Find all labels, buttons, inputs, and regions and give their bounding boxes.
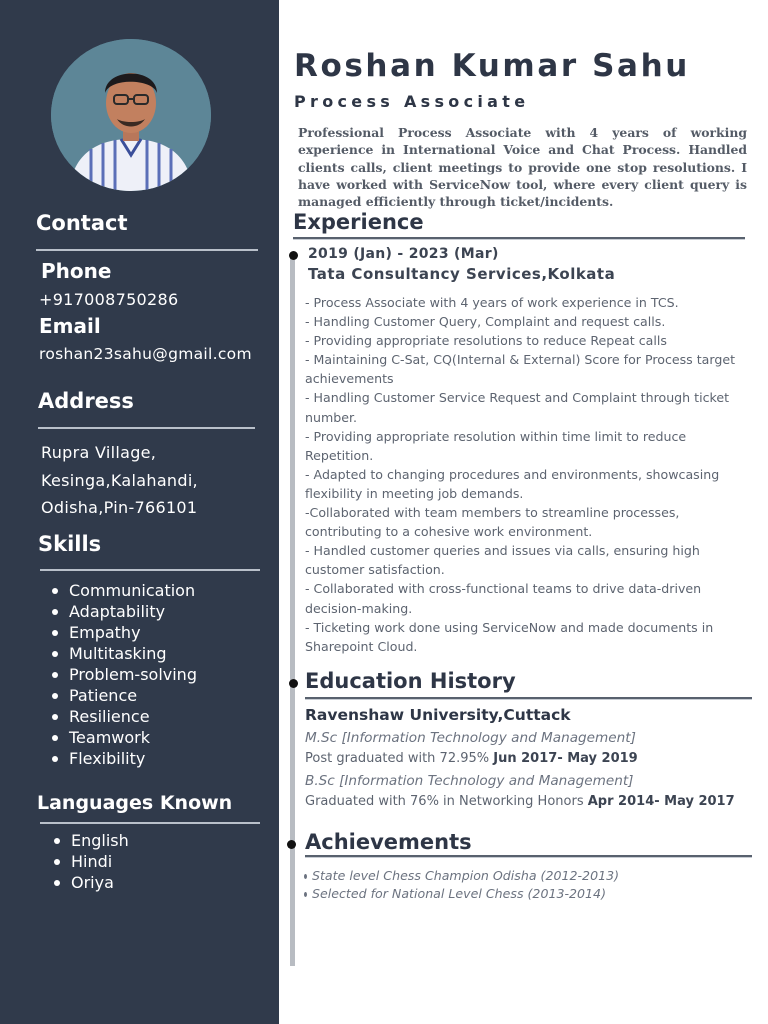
achievements-heading: Achievements xyxy=(305,830,472,854)
skill-item: Multitasking xyxy=(69,643,197,664)
email-address[interactable]: roshan23sahu@gmail.com xyxy=(39,345,252,363)
experience-item: - Maintaining C-Sat, CQ(Internal & External) Score for Process target achievements xyxy=(305,352,736,387)
skills-divider xyxy=(40,569,260,571)
achievement-item: State level Chess Champion Odisha (2012-2013) xyxy=(312,868,620,883)
experience-item: - Process Associate with 4 years of work experience in TCS. xyxy=(305,295,679,310)
candidate-name: Roshan Kumar Sahu xyxy=(294,48,690,84)
skill-item: Adaptability xyxy=(69,601,197,622)
email-heading: Email xyxy=(39,314,101,338)
skill-item: Flexibility xyxy=(69,748,197,769)
experience-period: 2019 (Jan) - 2023 (Mar) xyxy=(308,246,499,262)
achievement-item: Selected for National Level Chess (2013-2014) xyxy=(312,885,619,903)
experience-item: - Providing appropriate resolutions to reduce Repeat calls xyxy=(305,333,667,349)
degree-note xyxy=(305,794,735,809)
language-item: Hindi xyxy=(71,851,129,872)
experience-heading: Experience xyxy=(293,210,424,234)
experience-item: - Handled customer queries and issues via calls, ensuring high customer satisfaction. xyxy=(305,543,700,578)
experience-item: - Ticketing work done using ServiceNow and made documents in Sharepoint Cloud. xyxy=(305,619,714,654)
degree-title: B.Sc [Information Technology and Management] xyxy=(305,773,634,789)
profile-summary: Professional Process Associate with 4 years of working experience in International Voice and Chat Process. Handled clients calls, client meetings to provide one stop resolutions. I have worked with ServiceNow tool, where every client query is managed efficiently through ticket/incidents. xyxy=(298,125,747,210)
address-heading: Address xyxy=(38,389,134,413)
language-item: Oriya xyxy=(71,872,129,893)
experience-item: - Handling Customer Service Request and Complaint through ticket number. xyxy=(305,390,730,425)
languages-divider xyxy=(40,822,260,824)
degree-title: M.Sc [Information Technology and Management] xyxy=(305,730,636,746)
languages-list xyxy=(71,830,129,893)
skill-item: Empathy xyxy=(69,622,197,643)
address-block xyxy=(41,439,198,522)
skills-list xyxy=(69,580,197,769)
skill-item: Patience xyxy=(69,685,197,706)
education-heading: Education History xyxy=(305,669,516,693)
timeline-bar xyxy=(290,254,295,966)
degree-note-text: Post graduated with 72.95% xyxy=(305,751,490,766)
profile-photo xyxy=(51,39,211,191)
language-item: English xyxy=(71,831,129,850)
sidebar xyxy=(0,0,279,1024)
timeline-dot xyxy=(289,679,298,688)
experience-list xyxy=(305,293,755,656)
contact-divider xyxy=(36,249,258,251)
skill-item: Teamwork xyxy=(69,727,197,748)
profile-photo-image xyxy=(51,39,211,191)
experience-item: - Handling Customer Query, Complaint and request calls. xyxy=(305,314,666,330)
experience-divider xyxy=(293,237,745,240)
contact-heading: Contact xyxy=(36,211,128,235)
skill-item: Communication xyxy=(69,581,196,600)
achievements-divider xyxy=(305,855,752,858)
experience-item: - Collaborated with cross-functional teams to drive data-driven decision-making. xyxy=(305,581,702,616)
languages-heading: Languages Known xyxy=(37,792,233,814)
skill-item: Resilience xyxy=(69,706,197,727)
degree-note xyxy=(305,751,638,766)
university-name: Ravenshaw University,Cuttack xyxy=(305,706,571,724)
address-line: Kesinga,Kalahandi, xyxy=(41,470,198,490)
timeline-dot xyxy=(289,251,298,260)
experience-item: -Collaborated with team members to streamline processes, contributing to a cohesive work environment. xyxy=(305,505,680,540)
skill-item: Problem-solving xyxy=(69,665,197,684)
experience-company: Tata Consultancy Services,Kolkata xyxy=(308,265,616,283)
timeline-dot xyxy=(287,840,296,849)
address-line: Rupra Village, xyxy=(41,443,157,462)
skills-heading: Skills xyxy=(38,532,102,556)
degree-dates: Apr 2014- May 2017 xyxy=(587,794,735,809)
phone-heading: Phone xyxy=(41,259,112,283)
phone-number[interactable]: +917008750286 xyxy=(39,290,179,309)
education-divider xyxy=(305,697,752,700)
experience-item: - Providing appropriate resolution within time limit to reduce Repetition. xyxy=(305,428,687,463)
address-divider xyxy=(38,427,255,429)
experience-item: - Adapted to changing procedures and environments, showcasing flexibility in meeting job demands. xyxy=(305,466,720,501)
job-title: Process Associate xyxy=(294,92,530,111)
degree-note-text: Graduated with 76% in Networking Honors xyxy=(305,794,584,809)
achievements-list xyxy=(312,867,619,903)
degree-dates: Jun 2017- May 2019 xyxy=(493,751,638,766)
address-line: Odisha,Pin-766101 xyxy=(41,498,198,517)
